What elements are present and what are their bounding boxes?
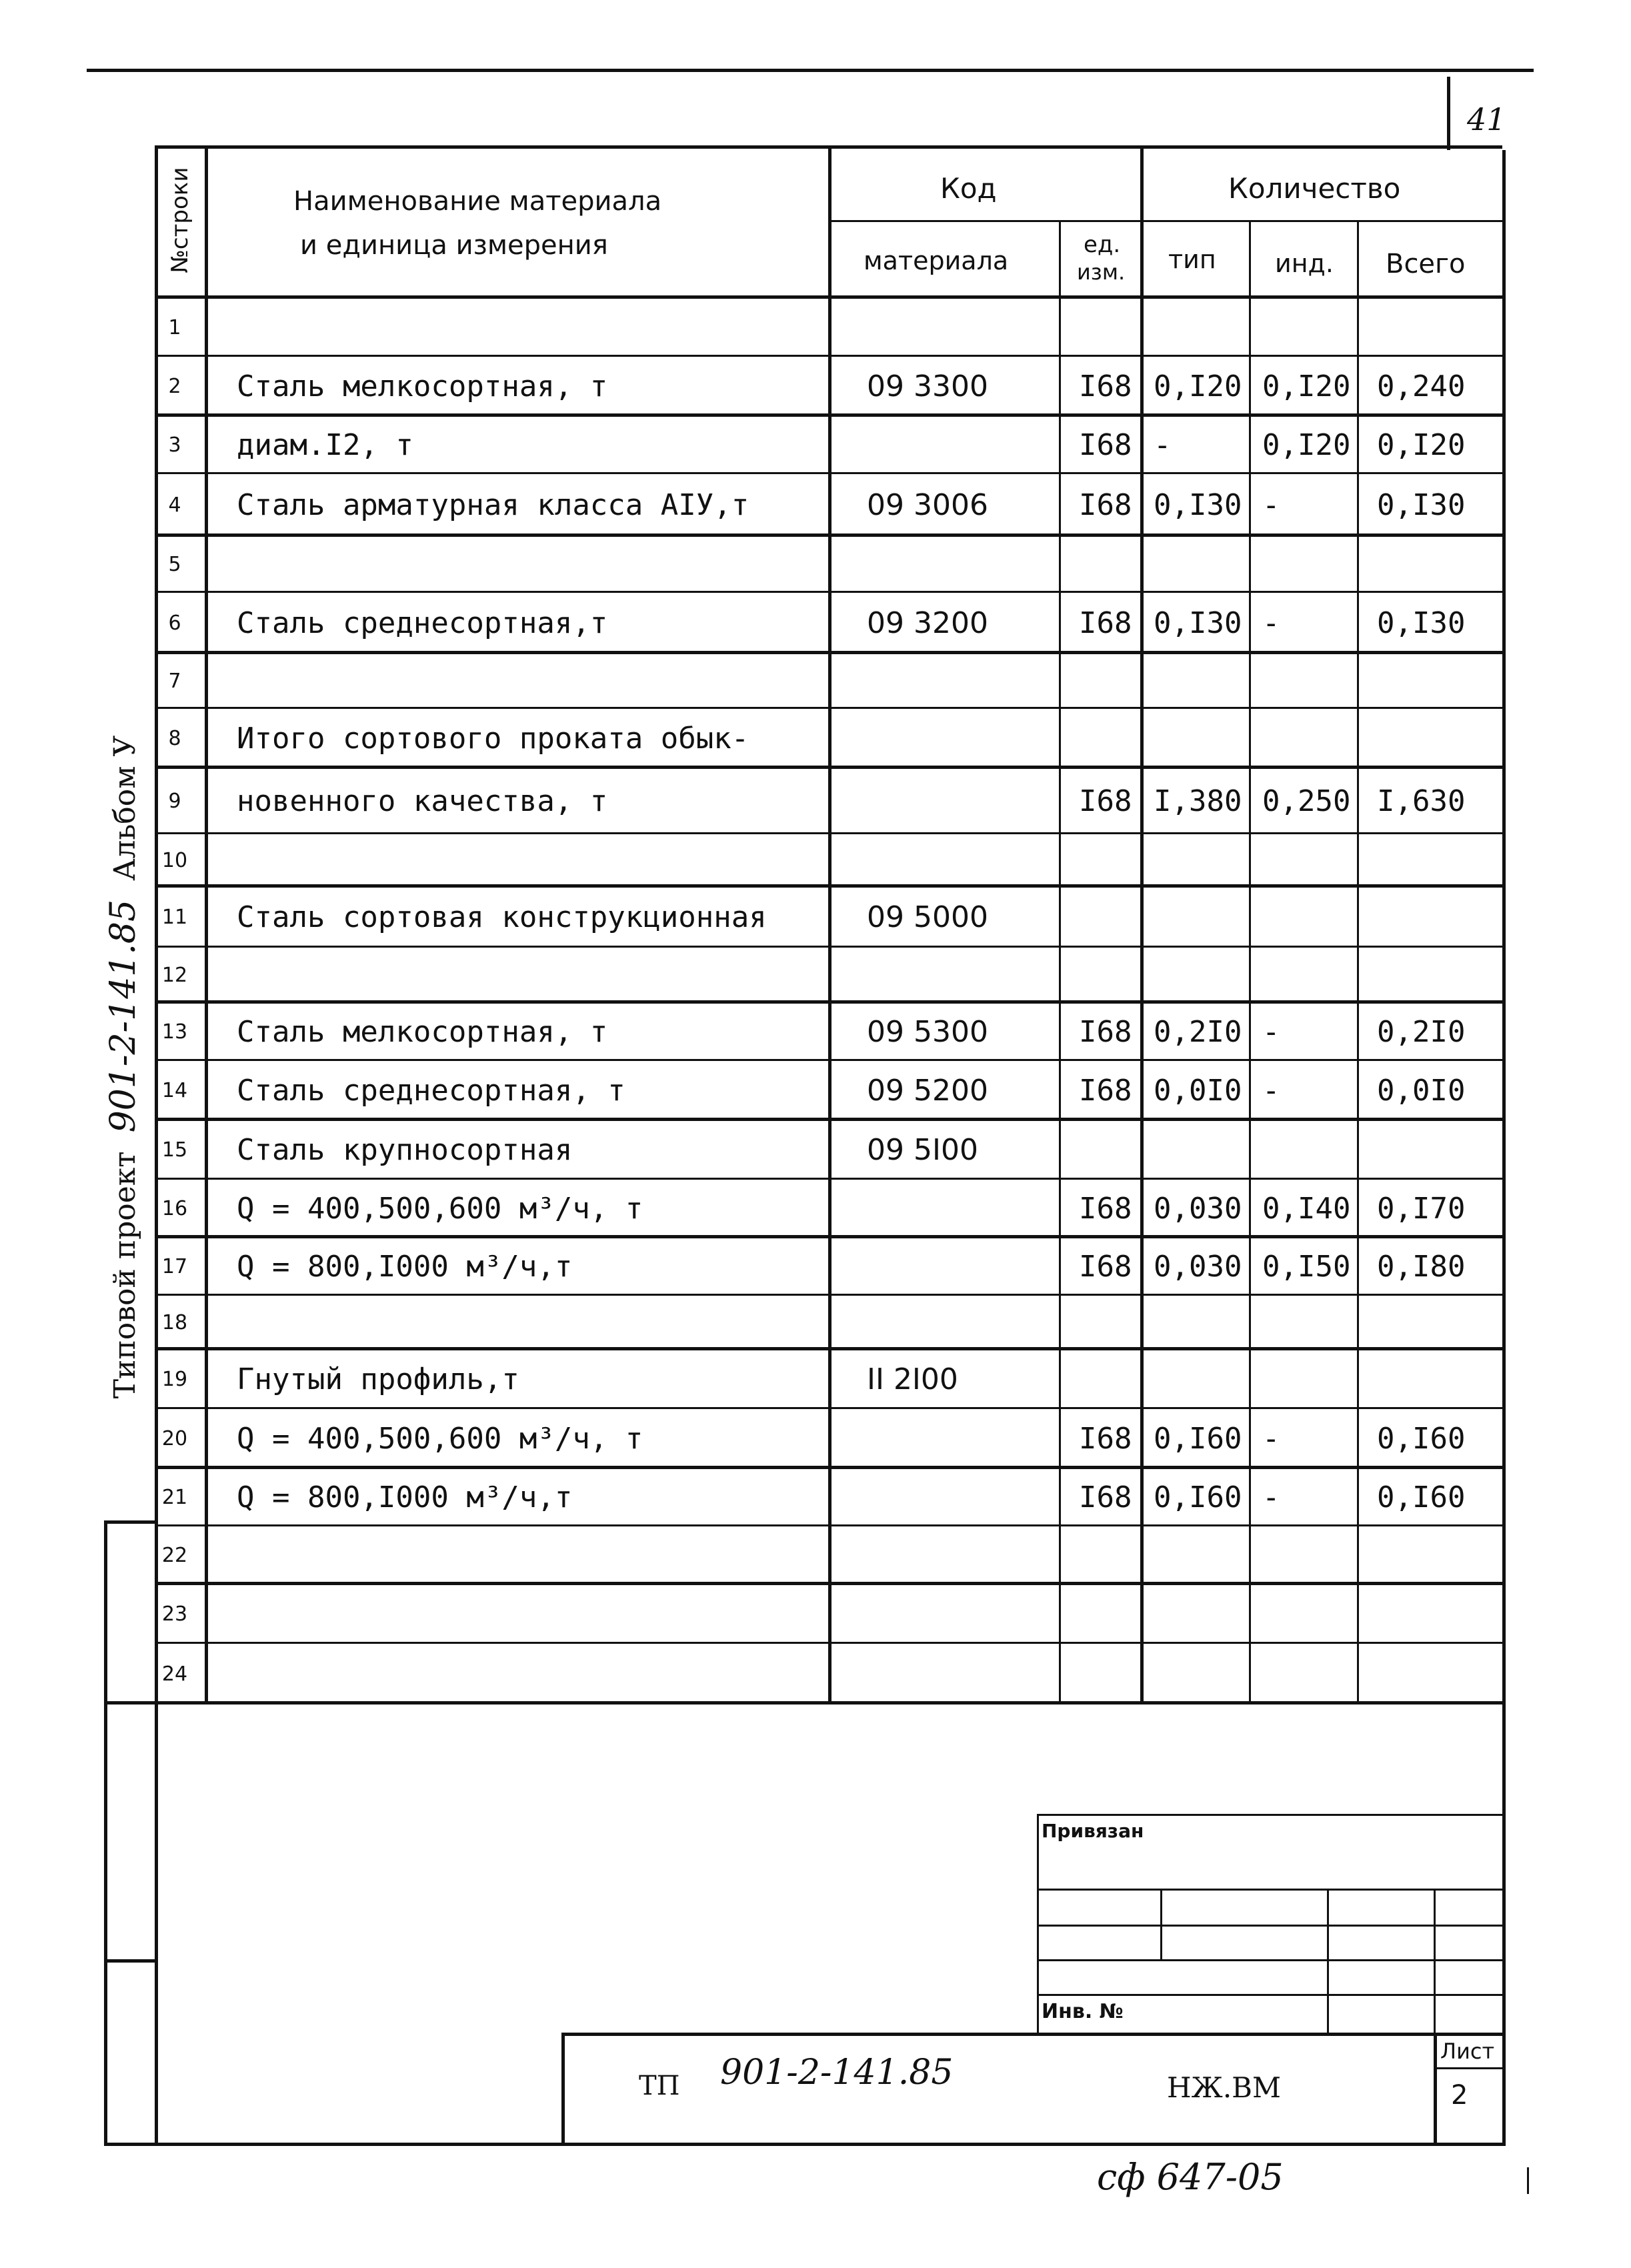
stamp-row-3 <box>1037 1959 1502 1961</box>
col-line-ind-right <box>1357 220 1359 1701</box>
stamp-left <box>1037 1814 1039 2033</box>
cell-total: I,630 <box>1377 784 1466 818</box>
cell-ind: - <box>1262 488 1280 522</box>
row-separator <box>155 1178 1502 1180</box>
cell-n: 9 <box>168 790 181 813</box>
stamp-col-3 <box>1434 1889 1436 2033</box>
cell-total: 0,I20 <box>1377 428 1466 462</box>
cell-ind: 0,I40 <box>1262 1192 1351 1226</box>
cell-n: 21 <box>161 1486 188 1509</box>
cell-name: Итого сортового проката обык- <box>237 722 749 756</box>
stamp-strip-mid1 <box>104 1701 155 1705</box>
cell-typ: 0,030 <box>1154 1192 1242 1226</box>
cell-unit: I68 <box>1079 1074 1132 1108</box>
cell-code: 09 3300 <box>867 369 988 403</box>
cell-name: Q = 800,I000 м³/ч,т <box>237 1250 573 1284</box>
row-separator <box>155 1407 1502 1409</box>
cell-n: 14 <box>161 1079 188 1102</box>
header-code-group: Код <box>940 172 997 205</box>
cell-n: 11 <box>161 906 188 929</box>
row-separator <box>155 533 1502 537</box>
stamp-top <box>1037 1814 1502 1816</box>
row-separator <box>155 1059 1502 1061</box>
cell-unit: I68 <box>1079 1480 1132 1514</box>
cell-name: Гнутый профиль,т <box>237 1362 519 1396</box>
row-separator <box>155 1118 1502 1121</box>
cell-n: 12 <box>161 964 188 987</box>
stamp-sheet-value: 2 <box>1451 2080 1468 2111</box>
cell-typ: 0,I60 <box>1154 1422 1242 1456</box>
row-separator <box>155 1347 1502 1350</box>
cell-n: 5 <box>168 553 181 576</box>
cell-total: 0,2I0 <box>1377 1015 1466 1049</box>
row-separator <box>155 946 1502 948</box>
header-name-line2: и единица измерения <box>300 230 608 261</box>
row-separator <box>155 1294 1502 1296</box>
cell-typ: - <box>1154 428 1172 462</box>
cell-code: 09 5I00 <box>867 1133 978 1167</box>
stamp-strip-left <box>104 1520 107 2143</box>
cell-n: 18 <box>161 1311 188 1334</box>
cell-unit: I68 <box>1079 606 1132 640</box>
header-unit-line2: изм. <box>1077 259 1126 285</box>
cell-name: Сталь сортовая конструкционная <box>237 900 767 934</box>
cell-n: 1 <box>168 315 181 339</box>
cell-code: 09 3006 <box>867 488 988 522</box>
cell-n: 20 <box>161 1427 188 1450</box>
side-title-code: 901-2-141.85 <box>103 899 143 1133</box>
cell-unit: I68 <box>1079 488 1132 522</box>
stamp-sheet-label: Лист <box>1440 2039 1495 2064</box>
cell-unit: I68 <box>1079 1015 1132 1049</box>
header-unit-line1: ед. <box>1084 231 1121 258</box>
cell-name: диам.I2, т <box>237 428 413 462</box>
row-separator <box>155 651 1502 654</box>
col-line-typ-right <box>1249 220 1251 1701</box>
stamp-tp: ТП <box>639 2071 680 2101</box>
cell-name: Q = 400,500,600 м³/ч, т <box>237 1192 643 1226</box>
cell-n: 2 <box>168 375 181 398</box>
cell-n: 24 <box>161 1662 188 1686</box>
footer-note: сф 647-05 <box>1097 2156 1284 2198</box>
cell-unit: I68 <box>1079 1192 1132 1226</box>
cell-typ: 0,2I0 <box>1154 1015 1242 1049</box>
cell-unit: I68 <box>1079 784 1132 818</box>
stamp-project-code: 901-2-141.85 <box>720 2053 954 2093</box>
cell-ind: - <box>1262 1480 1280 1514</box>
edge-mark <box>1527 2167 1529 2194</box>
row-separator <box>155 1466 1502 1469</box>
row-separator <box>155 1524 1502 1526</box>
cell-total: 0,I30 <box>1377 606 1466 640</box>
stamp-col-1 <box>1160 1889 1162 1959</box>
cell-typ: 0,030 <box>1154 1250 1242 1284</box>
stamp-strip-mid2 <box>104 1959 155 1963</box>
cell-name: Сталь крупносортная <box>237 1133 573 1167</box>
cell-unit: I68 <box>1079 369 1132 403</box>
row-separator <box>155 1582 1502 1585</box>
header-row-number-label: №строки <box>167 167 193 273</box>
row-separator <box>155 884 1502 888</box>
col-line-code-right <box>1059 220 1061 1701</box>
cell-typ: 0,I30 <box>1154 488 1242 522</box>
row-separator <box>155 591 1502 593</box>
row-separator <box>155 707 1502 709</box>
cell-n: 6 <box>168 612 181 635</box>
cell-n: 15 <box>161 1138 188 1162</box>
cell-n: 16 <box>161 1197 188 1220</box>
page-number: 41 <box>1467 101 1506 137</box>
row-separator <box>155 1235 1502 1238</box>
cell-n: 7 <box>168 670 181 693</box>
row-separator <box>155 355 1502 357</box>
header-mid-line <box>828 220 1502 222</box>
stamp-row-1 <box>1037 1889 1502 1891</box>
cell-code: II 2I00 <box>867 1362 958 1396</box>
row-separator <box>155 766 1502 769</box>
cell-name: Q = 800,I000 м³/ч,т <box>237 1480 573 1514</box>
stamp-strip-top <box>104 1520 155 1524</box>
cell-name: Сталь среднесортная, т <box>237 1074 625 1108</box>
cell-n: 4 <box>168 493 181 517</box>
stamp-doc-code: НЖ.ВМ <box>1167 2071 1282 2104</box>
row-separator <box>155 1000 1502 1004</box>
stamp-col-2 <box>1327 1889 1329 2033</box>
cell-name: Сталь мелкосортная, т <box>237 1015 608 1049</box>
cell-name: новенного качества, т <box>237 784 608 818</box>
header-name-line1: Наименование материала <box>293 186 662 217</box>
cell-unit: I68 <box>1079 428 1132 462</box>
cell-total: 0,I60 <box>1377 1480 1466 1514</box>
cell-total: 0,240 <box>1377 369 1466 403</box>
stamp-inv-label: Инв. № <box>1042 2000 1124 2023</box>
cell-typ: 0,I60 <box>1154 1480 1242 1514</box>
cell-name: Сталь арматурная класса АIУ,т <box>237 488 749 522</box>
col-line-rownum-left <box>155 145 158 2143</box>
cell-n: 8 <box>168 727 181 750</box>
cell-total: 0,I60 <box>1377 1422 1466 1456</box>
cell-n: 10 <box>161 849 188 872</box>
cell-total: 0,I80 <box>1377 1250 1466 1284</box>
row-separator <box>155 832 1502 834</box>
cell-n: 13 <box>161 1020 188 1044</box>
header-quantity-group: Количество <box>1228 172 1401 205</box>
row-separator <box>155 413 1502 417</box>
bottom-border <box>104 2143 1506 2146</box>
row-separator <box>155 1701 1502 1705</box>
cell-code: 09 5200 <box>867 1074 988 1108</box>
cell-total: 0,0I0 <box>1377 1074 1466 1108</box>
cell-ind: - <box>1262 1422 1280 1456</box>
cell-ind: - <box>1262 606 1280 640</box>
cell-typ: 0,I30 <box>1154 606 1242 640</box>
cell-name: Сталь среднесортная,т <box>237 606 608 640</box>
side-title-prefix: Типовой проект <box>108 1151 142 1399</box>
stamp-row-4 <box>1037 1994 1502 1996</box>
cell-n: 22 <box>161 1544 188 1567</box>
stamp-sheet-left <box>1434 2033 1437 2143</box>
cell-typ: 0,0I0 <box>1154 1074 1242 1108</box>
cell-ind: 0,250 <box>1262 784 1351 818</box>
cell-typ: I,380 <box>1154 784 1242 818</box>
cell-code: 09 3200 <box>867 606 988 640</box>
stamp-attached-label: Привязан <box>1042 1820 1144 1842</box>
cell-ind: 0,I20 <box>1262 428 1351 462</box>
header-row-number <box>167 167 193 273</box>
cell-total: 0,I70 <box>1377 1192 1466 1226</box>
cell-typ: 0,I20 <box>1154 369 1242 403</box>
cell-ind: 0,I20 <box>1262 369 1351 403</box>
cell-ind: 0,I50 <box>1262 1250 1351 1284</box>
row-separator <box>155 472 1502 474</box>
side-title-suffix: Альбом У <box>108 735 142 881</box>
header-typ: тип <box>1168 245 1216 274</box>
cell-code: 09 5000 <box>867 900 988 934</box>
cell-unit: I68 <box>1079 1250 1132 1284</box>
cell-unit: I68 <box>1079 1422 1132 1456</box>
cell-n: 23 <box>161 1602 188 1626</box>
header-total: Всего <box>1386 249 1466 279</box>
stamp-row-2 <box>1037 1925 1502 1927</box>
cell-name: Q = 400,500,600 м³/ч, т <box>237 1422 643 1456</box>
stamp-main-top <box>561 2033 1502 2036</box>
stamp-sheet-divider <box>1434 2067 1502 2069</box>
cell-n: 17 <box>161 1255 188 1278</box>
header-ind: инд. <box>1275 249 1334 278</box>
cell-total: 0,I30 <box>1377 488 1466 522</box>
cell-n: 19 <box>161 1368 188 1391</box>
cell-ind: - <box>1262 1074 1280 1108</box>
stamp-main-left <box>561 2033 565 2143</box>
cell-code: 09 5300 <box>867 1015 988 1049</box>
row-separator <box>155 1642 1502 1644</box>
cell-n: 3 <box>168 433 181 457</box>
header-material: материала <box>864 246 1009 275</box>
cell-ind: - <box>1262 1015 1280 1049</box>
cell-name: Сталь мелкосортная, т <box>237 369 608 403</box>
